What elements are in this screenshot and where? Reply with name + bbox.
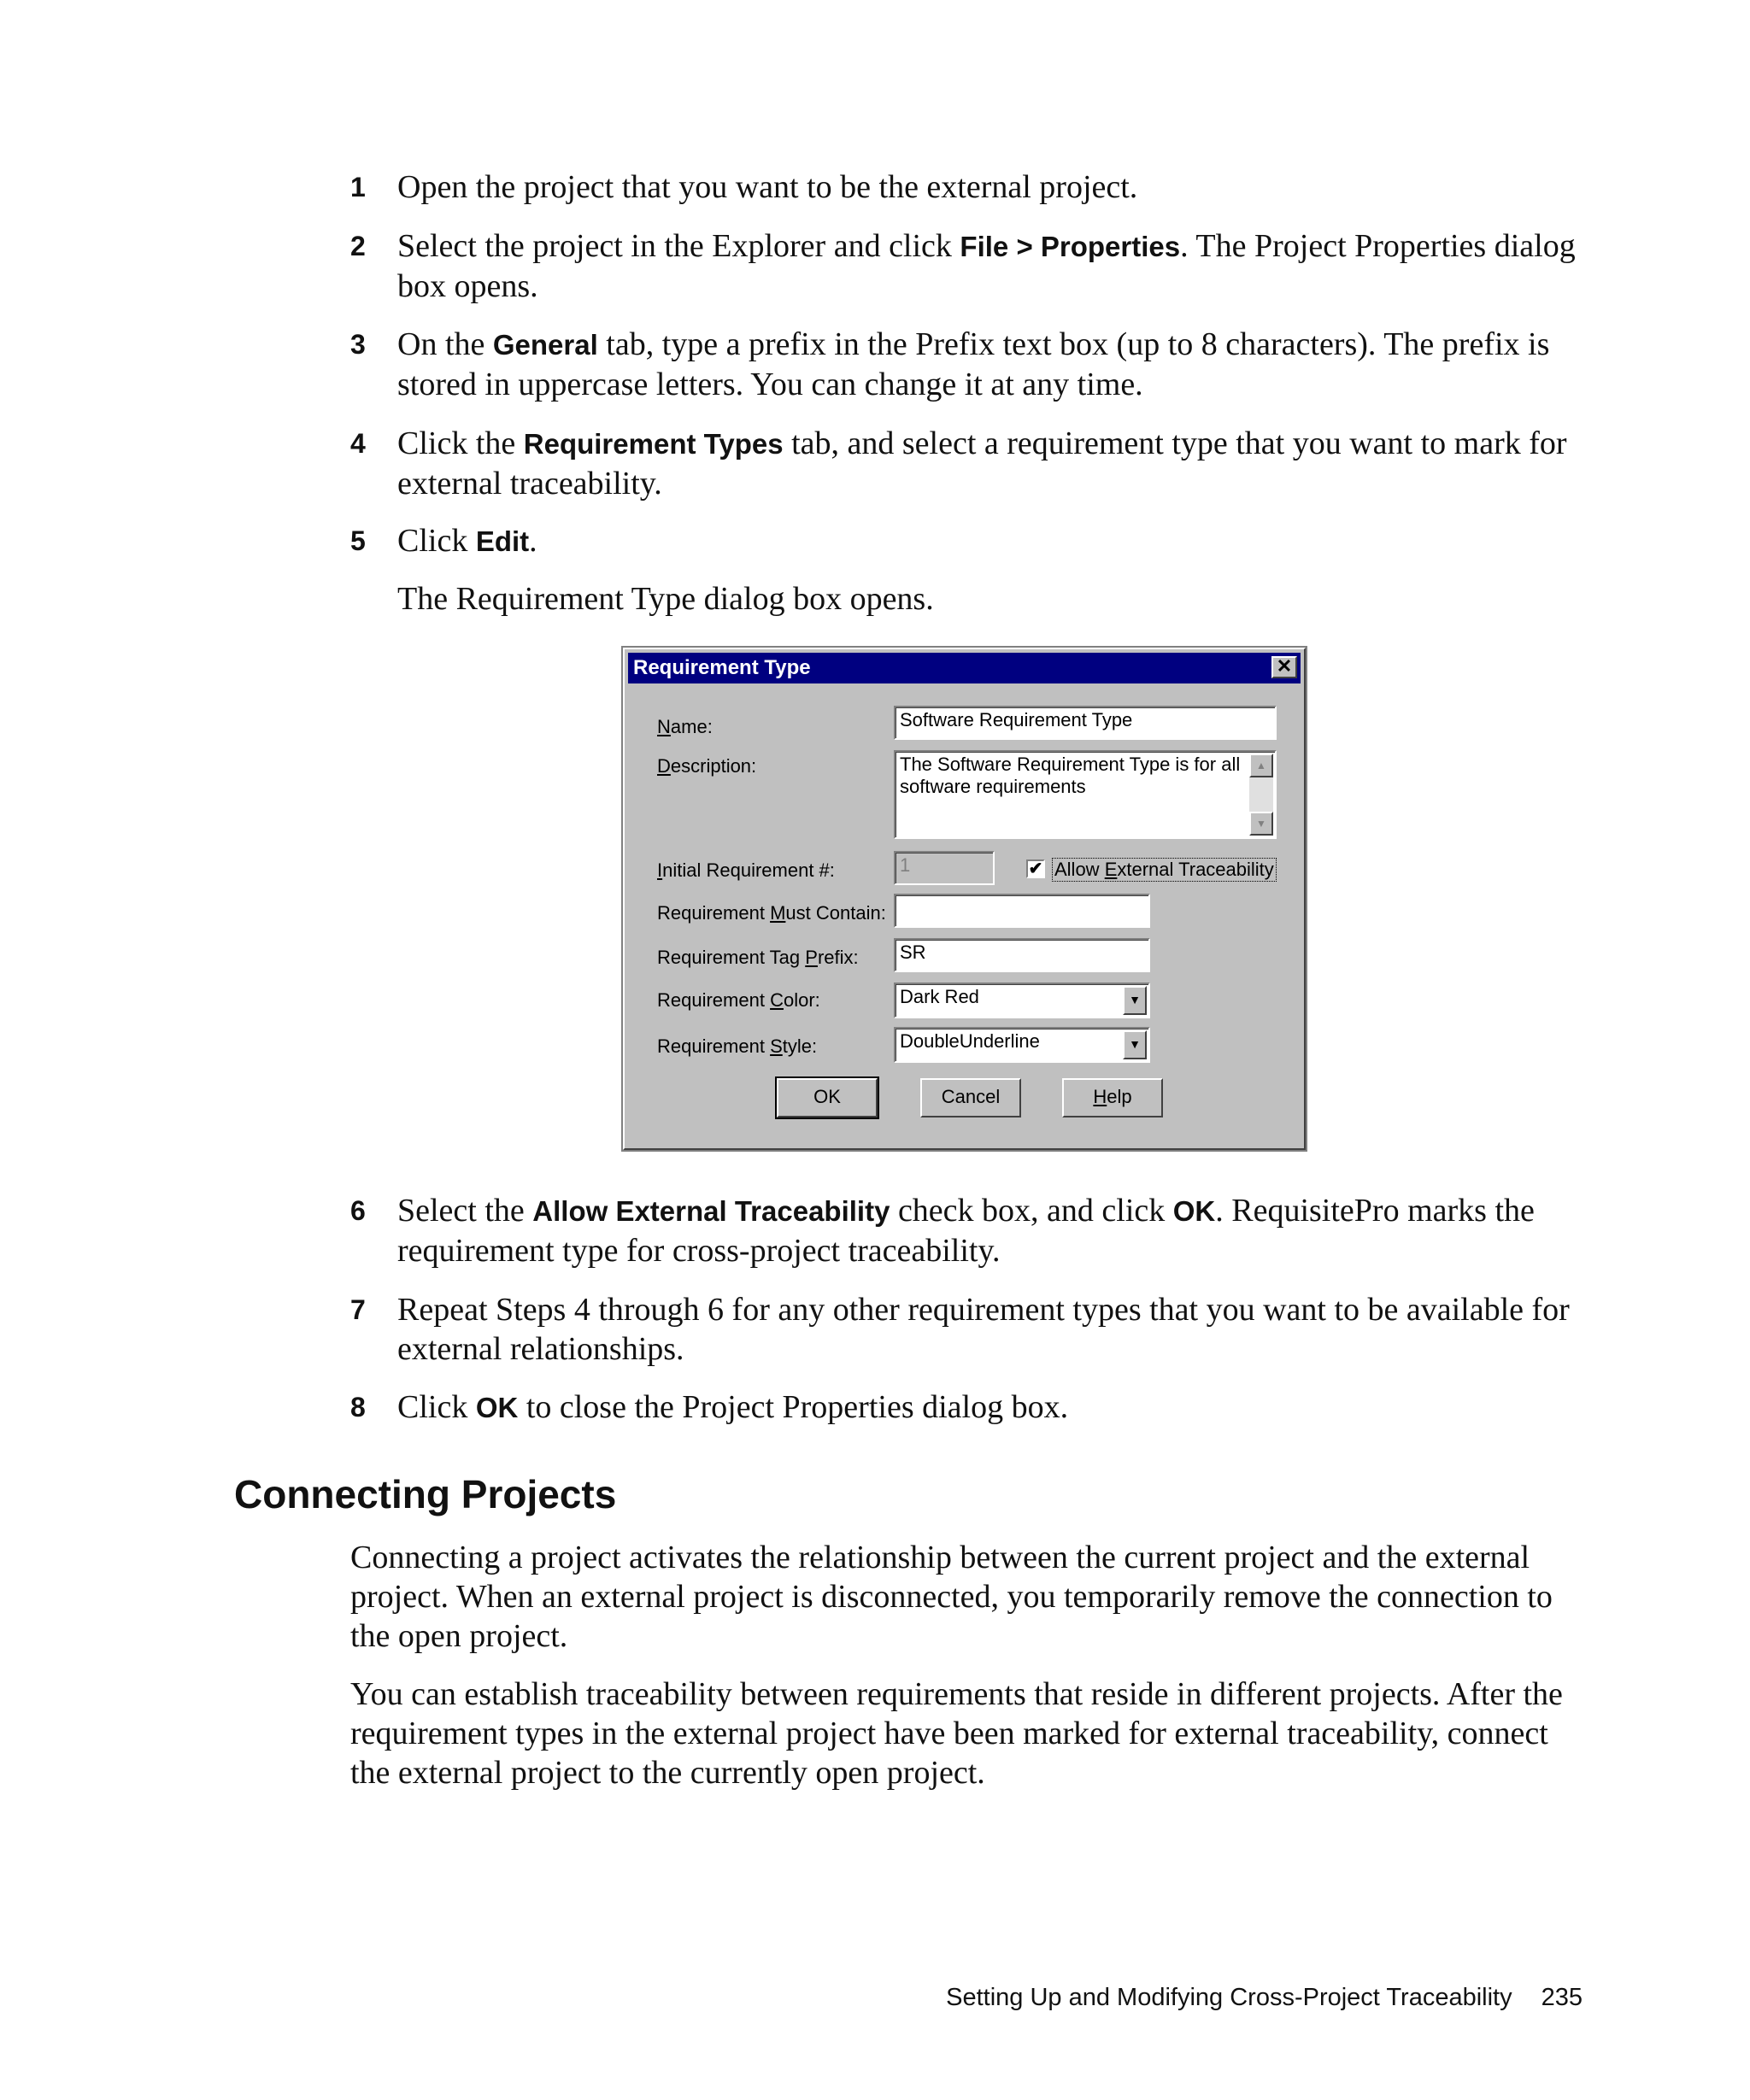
step-5-note: The Requirement Type dialog box opens. — [397, 581, 934, 617]
step-number: 2 — [350, 231, 366, 261]
ui-term: OK — [1172, 1195, 1216, 1227]
must-contain-input[interactable] — [894, 894, 1150, 928]
requirement-color-label: Requirement Color: — [657, 989, 820, 1011]
requirement-style-select[interactable] — [894, 1027, 1150, 1063]
step-text: Click Edit. — [397, 523, 537, 559]
step-number: 4 — [350, 428, 366, 459]
step-text: On the General tab, type a prefix in the Prefix text box (up to 8 characters). The prefix is stored in uppercase letters. You can change it at any time. — [397, 326, 1550, 402]
step-number: 1 — [350, 172, 366, 202]
close-icon[interactable]: ✕ — [1271, 656, 1297, 678]
ui-term: File > Properties — [960, 231, 1181, 262]
cancel-button[interactable]: Cancel — [920, 1078, 1021, 1117]
page-number: 235 — [1541, 1984, 1583, 2011]
description-scrollbar[interactable] — [1249, 754, 1273, 836]
name-input[interactable]: Software Requirement Type — [894, 706, 1277, 740]
tag-prefix-label: Requirement Tag Prefix: — [657, 947, 859, 968]
step-text: Select the project in the Explorer and click File > Properties. The Project Properties dialog box opens. — [397, 228, 1576, 304]
chevron-down-icon[interactable]: ▼ — [1123, 986, 1147, 1015]
step-text: Select the Allow External Traceability check box, and click OK. RequisitePro marks the requirement type for cross-project traceability. — [397, 1193, 1535, 1269]
step-number: 8 — [350, 1392, 366, 1422]
paragraph: You can establish traceability between requirements that reside in different projects. After the requirement types in the external project have been marked for external traceability, connect the external project to the currently open project. — [350, 1676, 1563, 1791]
step-number: 3 — [350, 329, 366, 360]
tag-prefix-input[interactable]: SR — [894, 938, 1150, 972]
ui-term: OK — [475, 1392, 519, 1423]
help-button[interactable]: Help — [1062, 1078, 1163, 1117]
scroll-down-icon[interactable]: ▼ — [1249, 812, 1273, 836]
step-number: 5 — [350, 525, 366, 556]
description-text: The Software Requirement Type is for all software requirements — [900, 754, 1241, 797]
requirement-style-label: Requirement Style: — [657, 1035, 818, 1057]
description-textarea[interactable] — [894, 750, 1277, 839]
requirement-color-select[interactable] — [894, 983, 1150, 1018]
ui-term: Edit — [475, 525, 530, 557]
initial-requirement-input: 1 — [894, 851, 995, 885]
requirement-color-value: Dark Red — [900, 986, 979, 1007]
initial-requirement-label: Initial Requirement #: — [657, 859, 835, 881]
step-number: 6 — [350, 1195, 366, 1226]
requirement-style-value: DoubleUnderline — [900, 1030, 1040, 1052]
dialog-title: Requirement Type — [633, 656, 811, 679]
step-text: Click the Requirement Types tab, and select a requirement type that you want to mark for external traceability. — [397, 425, 1567, 502]
ui-term: Allow External Traceability — [532, 1195, 890, 1227]
must-contain-label: Requirement Must Contain: — [657, 902, 886, 924]
paragraph: Connecting a project activates the relationship between the current project and the external project. When an external project is disconnected, you temporarily remove the connection to the open project. — [350, 1540, 1553, 1654]
ui-term: General — [492, 329, 598, 361]
footer-title: Setting Up and Modifying Cross-Project Traceability — [946, 1984, 1512, 2011]
ui-term: Requirement Types — [523, 428, 784, 460]
step-text: Open the project that you want to be the external project. — [397, 169, 1138, 205]
allow-external-traceability-label[interactable]: Allow External Traceability — [1052, 858, 1277, 882]
scroll-up-icon[interactable]: ▲ — [1249, 754, 1273, 777]
requirement-type-dialog — [623, 648, 1306, 1150]
step-text: Click OK to close the Project Properties dialog box. — [397, 1389, 1069, 1425]
section-heading: Connecting Projects — [234, 1472, 617, 1516]
ok-button[interactable]: OK — [777, 1078, 878, 1117]
step-number: 7 — [350, 1294, 366, 1325]
step-text: Repeat Steps 4 through 6 for any other requirement types that you want to be available for external relationships. — [397, 1292, 1570, 1367]
name-label: Name: — [657, 716, 713, 737]
dialog-titlebar[interactable] — [628, 653, 1301, 683]
allow-external-traceability-checkbox[interactable]: ✔ — [1026, 859, 1045, 878]
description-label: Description: — [657, 755, 757, 777]
page-footer — [946, 1984, 1583, 2012]
chevron-down-icon[interactable]: ▼ — [1123, 1030, 1147, 1059]
